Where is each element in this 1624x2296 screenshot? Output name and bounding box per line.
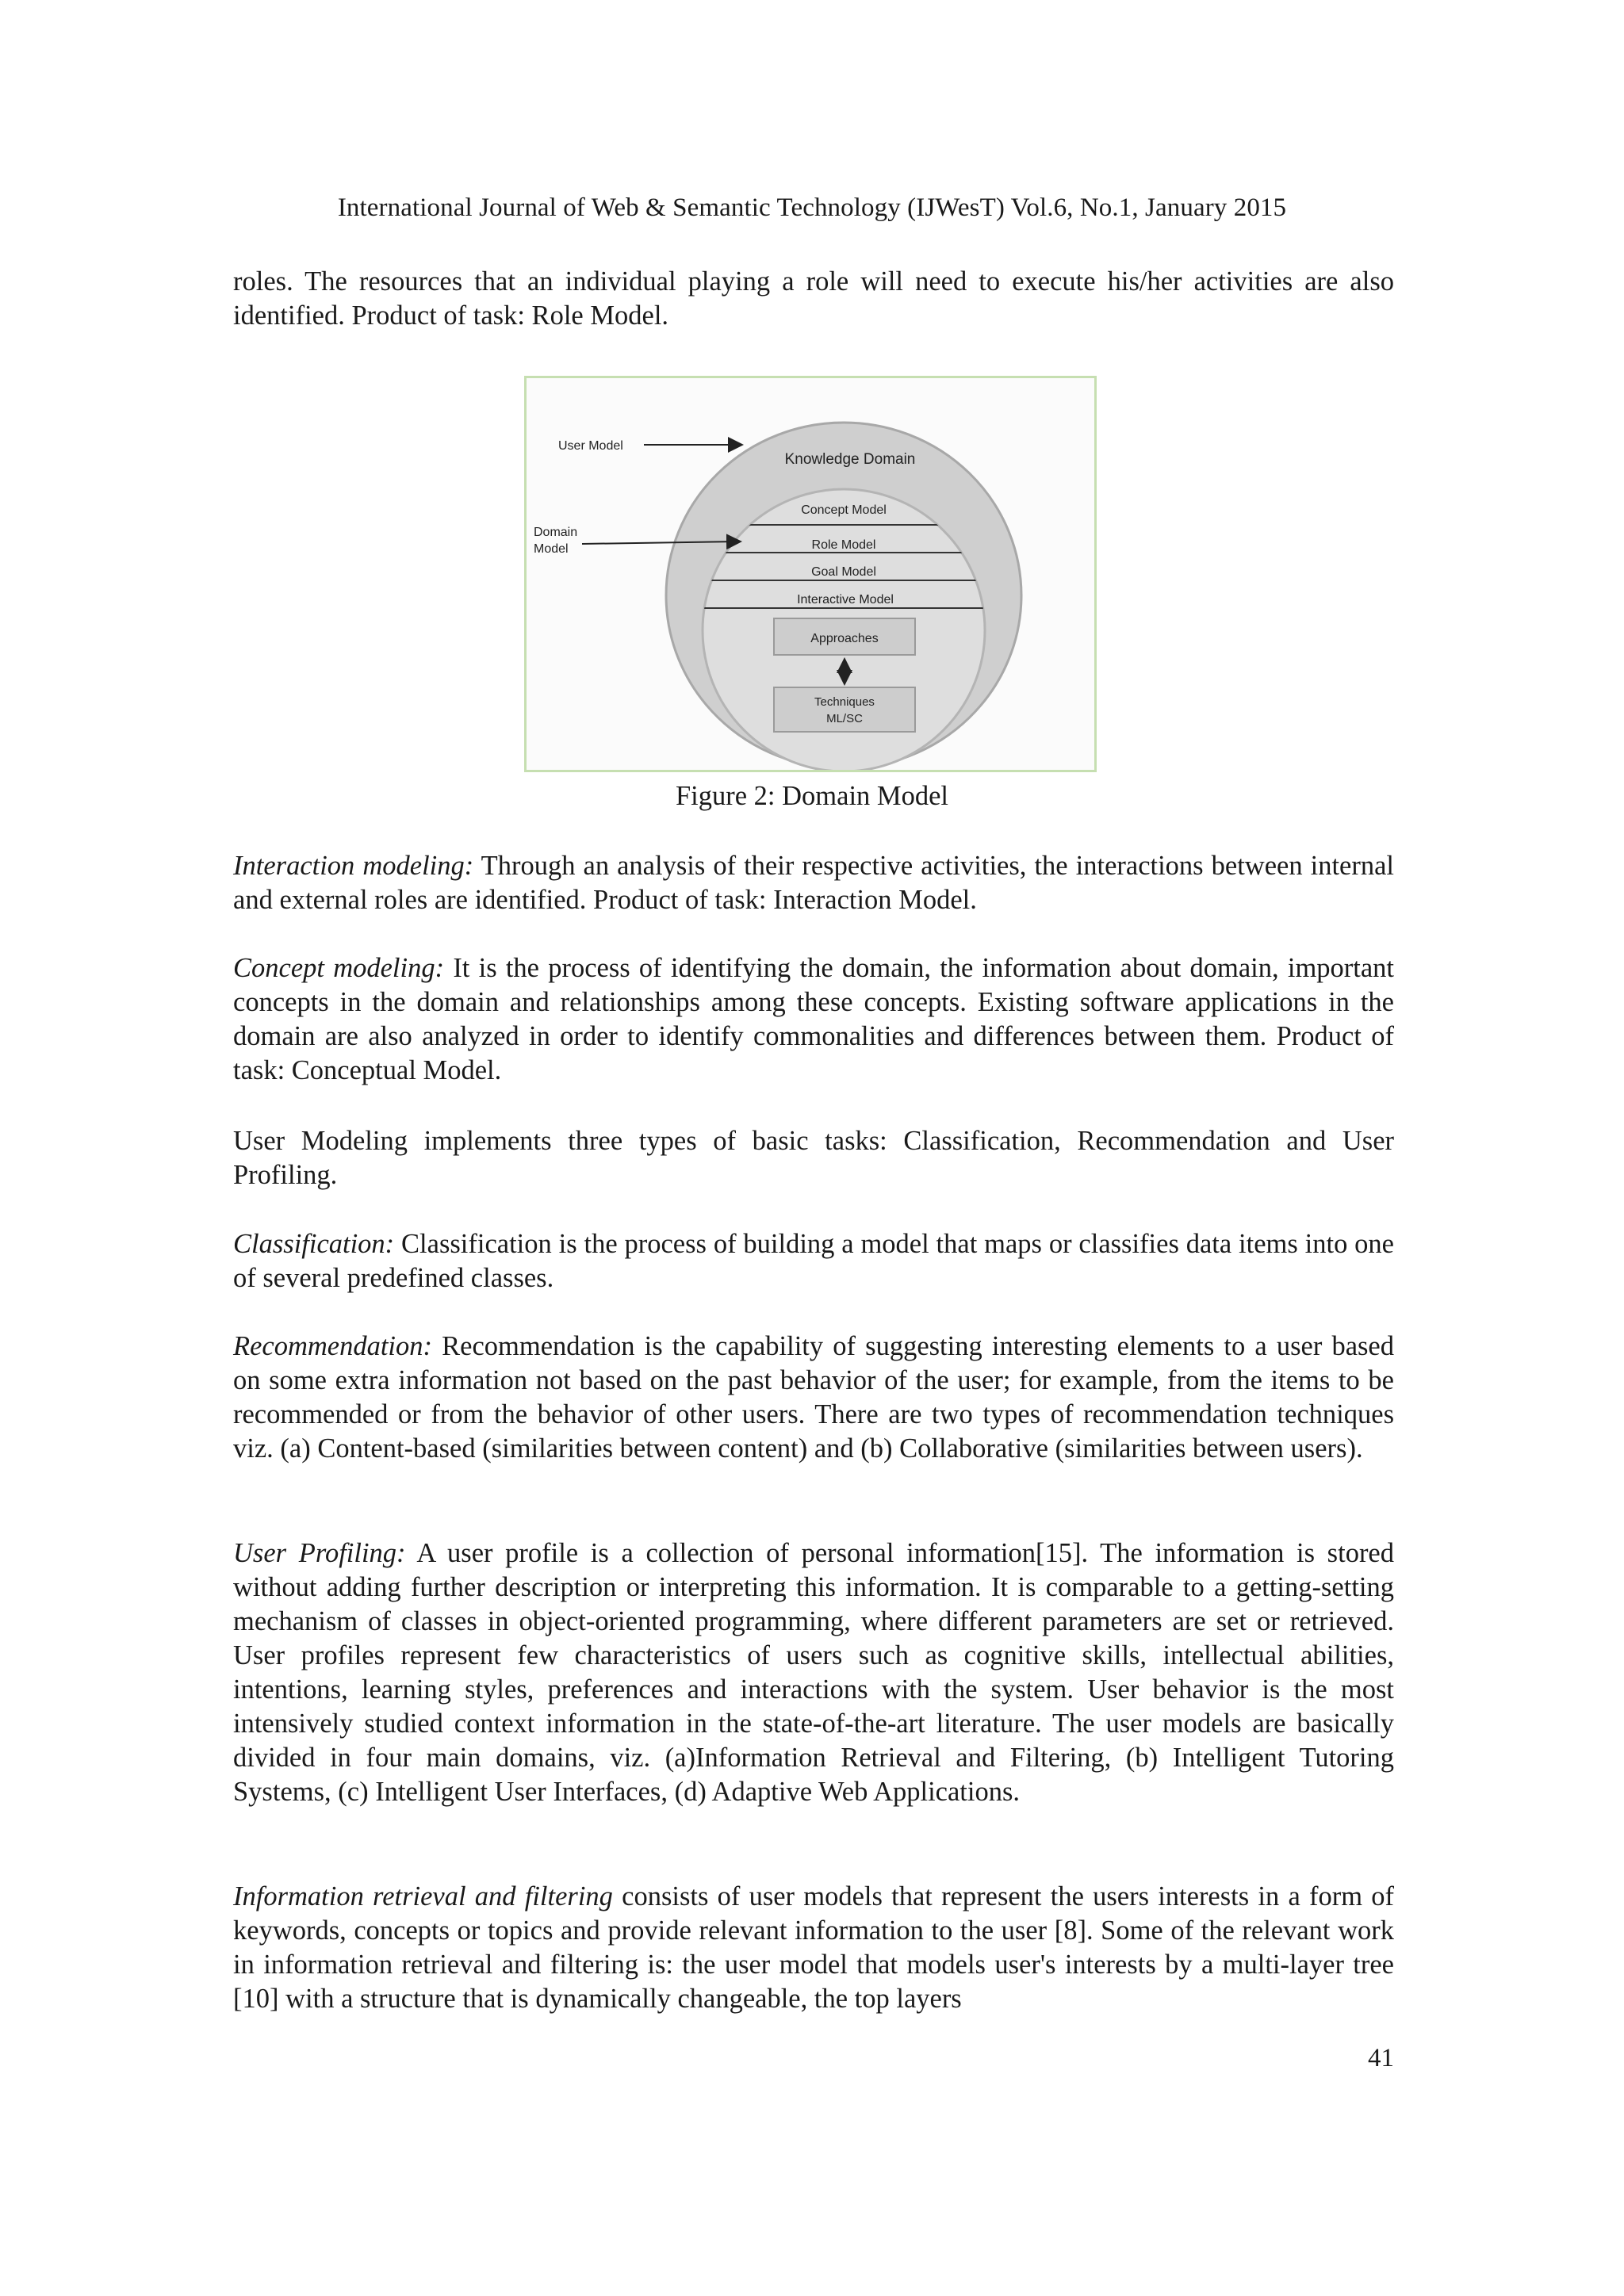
techniques-label: Techniques — [814, 695, 875, 709]
knowledge-domain-label: Knowledge Domain — [784, 451, 916, 468]
user-modeling-body: User Modeling implements three types of basic tasks: Classification, Recommendation and User Profiling. — [233, 1126, 1394, 1190]
figure-caption: Figure 2: Domain Model — [675, 781, 948, 811]
domain-model-figure — [524, 376, 1097, 772]
recommendation-body: Recommendation is the capability of suggesting interesting elements to a user based on some extra information not based on the past behavior of the user; for example, from the items to be recommended or from the behavior of other users. There are two types of recommendation techniques viz. (a) Content-based (similarities between content) and (b) Collaborative (similarities between users). — [233, 1331, 1394, 1464]
intro-text: roles. The resources that an individual playing a role will need to execute his/her activities are also identified. Product of task: Role Model. — [233, 266, 1394, 331]
domain-model-label-line1: Domain — [534, 526, 578, 539]
domain-model-diagram — [527, 378, 1094, 770]
concept-modeling-lead: Concept modeling: — [233, 953, 445, 983]
domain-model-label-line2: Model — [534, 542, 569, 556]
concept-modeling-paragraph — [233, 951, 1394, 1088]
user-modeling-paragraph — [233, 1124, 1394, 1192]
role-model-label: Role Model — [811, 538, 876, 552]
recommendation-paragraph — [233, 1330, 1394, 1466]
concept-model-label: Concept Model — [801, 503, 887, 517]
concept-modeling-body: It is the process of identifying the domain, the information about domain, important concepts in the domain and relationships among these concepts. Existing software applications in the domain are also analyzed in order to identify commonalities and differences between them. Product of task: Conceptual Model. — [233, 953, 1395, 1085]
interaction-modeling-body: Through an analysis of their respective activities, the interactions between internal and external roles are identified. Product of task: Interaction Model. — [233, 851, 1394, 915]
recommendation-lead: Recommendation: — [233, 1331, 433, 1361]
information-retrieval-lead: Information retrieval and filtering — [233, 1881, 613, 1911]
interactive-model-label: Interactive Model — [797, 593, 894, 607]
user-model-label: User Model — [558, 439, 623, 453]
user-profiling-paragraph — [233, 1536, 1394, 1809]
techniques-sub-label: ML/SC — [826, 712, 863, 725]
goal-model-label: Goal Model — [811, 565, 876, 579]
user-profiling-body: A user profile is a collection of personal information[15]. The information is stored without adding further description or interpreting this information. It is comparable to a getting-setting mechanism of classes in object-oriented programming, where different parameters are set or retrieved. User profiles represent few characteristics of users such as cognitive skills, intellectual abilities, intentions, learning styles, preferences and interactions with the system. User behavior is the most intensively studied context information in the state-of-the-art literature. The user models are basically divided in four main domains, viz. (a)Information Retrieval and Filtering, (b) Intelligent Tutoring Systems, (c) Intelligent User Interfaces, (d) Adaptive Web Applications. — [233, 1538, 1394, 1807]
information-retrieval-paragraph — [233, 1880, 1394, 2016]
information-retrieval-body: consists of user models that represent the users interests in a form of keywords, concepts or topics and provide relevant information to the user [8]. Some of the relevant work in information retrieval and filtering is: the user model that models user's interests by a multi-layer tree [10] with a structure that is dynamically changeable, the top layers — [233, 1881, 1394, 2014]
interaction-modeling-lead: Interaction modeling: — [233, 851, 474, 881]
running-header: International Journal of Web & Semantic Technology (IJWesT) Vol.6, No.1, January 2015 — [337, 193, 1287, 222]
interaction-modeling-paragraph — [233, 849, 1394, 917]
approaches-label: Approaches — [810, 632, 879, 645]
classification-lead: Classification: — [233, 1229, 395, 1259]
intro-paragraph — [233, 265, 1394, 333]
classification-paragraph — [233, 1227, 1394, 1295]
page-number: 41 — [1368, 2044, 1394, 2072]
user-profiling-lead: User Profiling: — [233, 1538, 406, 1568]
classification-body: Classification is the process of building a model that maps or classifies data items into one of several predefined classes. — [233, 1229, 1394, 1293]
